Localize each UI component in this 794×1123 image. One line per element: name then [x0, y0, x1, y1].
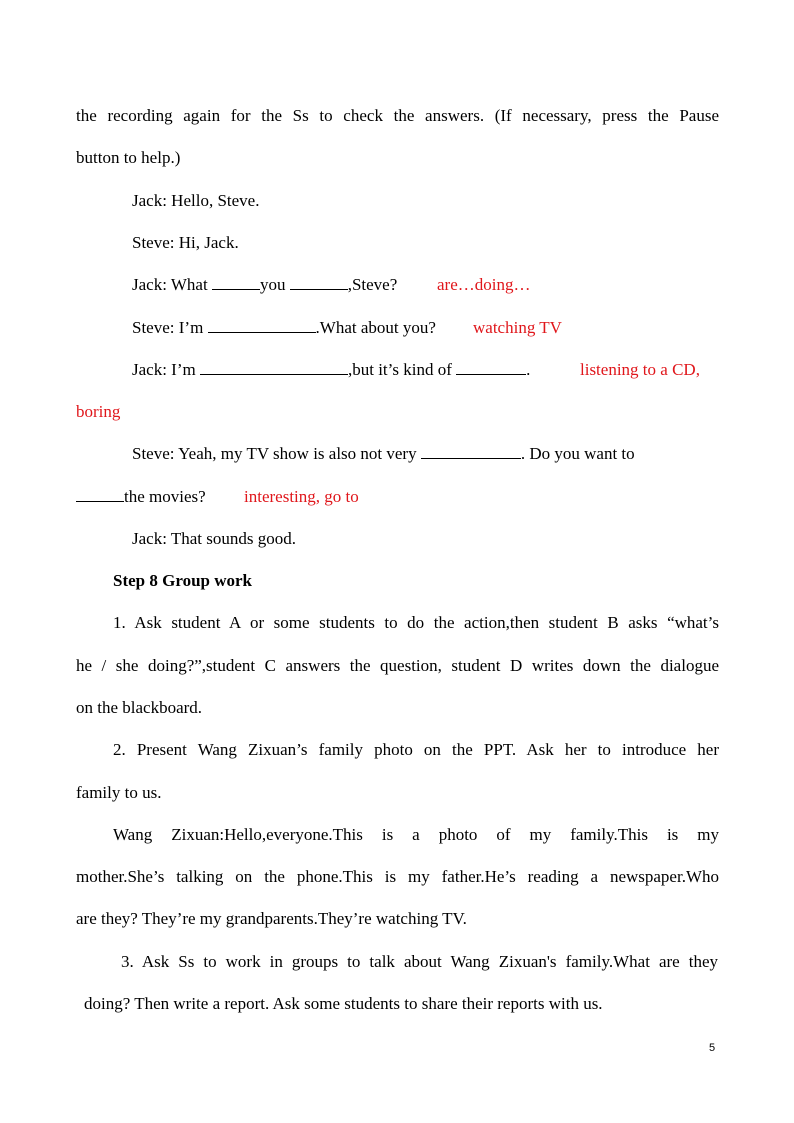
answer-blank [212, 275, 260, 290]
dialogue-jack-1: Jack: Hello, Steve. [132, 191, 260, 210]
dialogue-text: Steve: I’m [132, 318, 204, 337]
dialogue-steve-3-cont [76, 487, 206, 507]
dialogue-text: Jack: What [132, 275, 208, 294]
dialogue-steve-2 [132, 318, 436, 338]
answer-blank [290, 275, 348, 290]
item2-line-1: 2. Present Wang Zixuan’s family photo on the PPT. Ask her to introduce her [113, 740, 719, 759]
answer-key: are…doing… [437, 275, 531, 294]
item3-line-2: doing? Then write a report. Ask some students to share their reports with us. [84, 994, 603, 1013]
item2-line-2: family to us. [76, 783, 162, 802]
item3-line-1: 3. Ask Ss to work in groups to talk about Wang Zixuan's family.What are they [121, 952, 718, 971]
answer-blank [200, 360, 348, 375]
answer-blank [208, 318, 316, 333]
dialogue-jack-4: Jack: That sounds good. [132, 529, 297, 548]
dialogue-text: . Do you want to [520, 444, 635, 463]
dialogue-text: .What about you? [315, 318, 436, 337]
dialogue-text: Steve: Yeah, my TV show is also not very [132, 444, 417, 463]
answer-blank [456, 360, 526, 375]
dialogue-text: Jack: I’m [132, 360, 196, 379]
answer-blank [421, 444, 521, 459]
wz-line-2: mother.She’s talking on the phone.This is my father.He’s reading a newspaper.Who [76, 867, 719, 886]
intro-line-1: the recording again for the Ss to check the answers. (If necessary, press the Pause [76, 106, 719, 125]
dialogue-text: . [526, 360, 531, 379]
answer-key: boring [76, 402, 121, 421]
dialogue-steve-1: Steve: Hi, Jack. [132, 233, 239, 252]
item1-line-1: 1. Ask student A or some students to do the action,then student B asks “what’s [113, 613, 719, 632]
answer-key: watching TV [473, 318, 562, 337]
answer-key: interesting, go to [244, 487, 359, 506]
wz-line-3: are they? They’re my grandparents.They’re watching TV. [76, 909, 467, 928]
item1-line-2: he / she doing?”,student C answers the question, student D writes down the dialogue [76, 656, 719, 675]
wz-line-1: Wang Zixuan:Hello,everyone.This is a photo of my family.This is my [113, 825, 719, 844]
section-heading: Step 8 Group work [113, 571, 253, 590]
dialogue-text: you [259, 275, 286, 294]
answer-key: listening to a CD, [580, 360, 700, 379]
dialogue-text: the movies? [124, 487, 206, 506]
dialogue-jack-3 [132, 360, 530, 380]
intro-line-2: button to help.) [76, 148, 181, 167]
dialogue-text: ,Steve? [347, 275, 398, 294]
answer-blank [76, 487, 124, 502]
dialogue-steve-3 [132, 444, 635, 464]
page-number: 5 [709, 1042, 716, 1054]
item1-line-3: on the blackboard. [76, 698, 203, 717]
dialogue-jack-2 [132, 275, 397, 295]
dialogue-text: ,but it’s kind of [347, 360, 452, 379]
